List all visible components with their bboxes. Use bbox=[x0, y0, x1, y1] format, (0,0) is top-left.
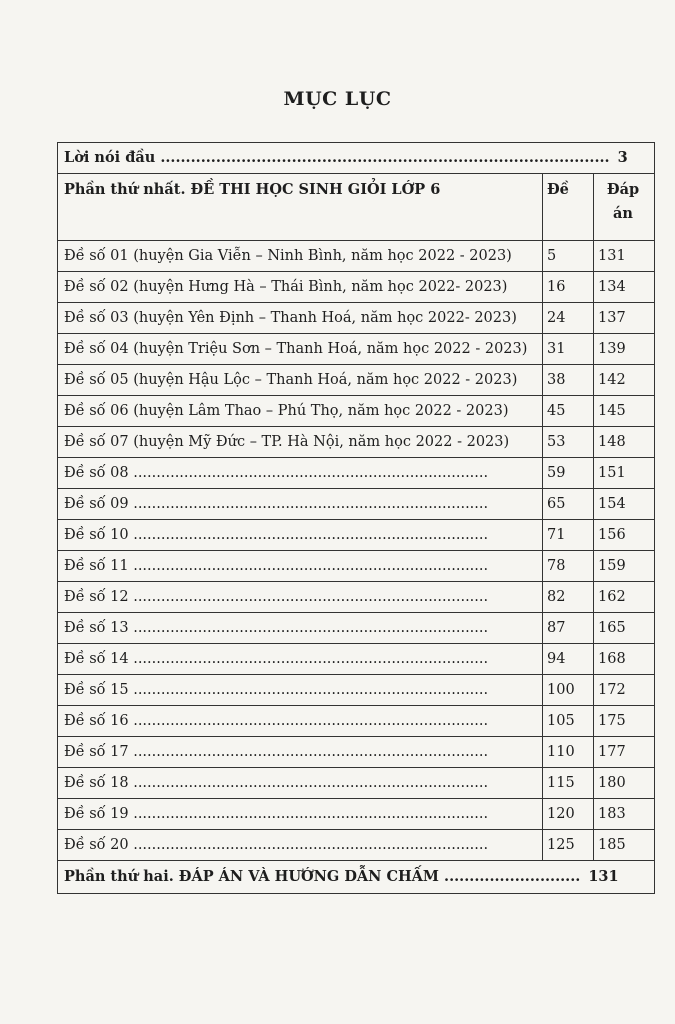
toc-row bbox=[58, 272, 655, 303]
toc-intro-label: Lời nói đầu ......................................................................................... bbox=[64, 149, 610, 166]
toc-row-de-page: 125 bbox=[543, 830, 594, 861]
toc-row-dapan-page: 131 bbox=[594, 241, 655, 272]
toc-row bbox=[58, 489, 655, 520]
toc-row-label: Đề số 15 ............................................................................. bbox=[58, 675, 543, 706]
toc-row-dapan-page: 165 bbox=[594, 613, 655, 644]
toc-row-label: Đề số 04 (huyện Triệu Sơn – Thanh Hoá, năm học 2022 - 2023) bbox=[58, 334, 543, 365]
toc-row-dapan-page: 185 bbox=[594, 830, 655, 861]
toc-part1-label: Phần thứ nhất. ĐỀ THI HỌC SINH GIỎI LỚP 6 bbox=[58, 174, 543, 241]
toc-col-dapan-header bbox=[594, 174, 655, 241]
toc-row-label: Đề số 02 (huyện Hưng Hà – Thái Bình, năm học 2022- 2023) bbox=[58, 272, 543, 303]
toc-row-dapan-page: 134 bbox=[594, 272, 655, 303]
toc-part2-cell bbox=[58, 861, 655, 894]
toc-part2-page: 131 bbox=[588, 868, 619, 885]
toc-row-label: Đề số 07 (huyện Mỹ Đức – TP. Hà Nội, năm học 2022 - 2023) bbox=[58, 427, 543, 458]
toc-row-label: Đề số 11 ............................................................................. bbox=[58, 551, 543, 582]
toc-intro-row bbox=[58, 143, 655, 174]
toc-row-dapan-page: 142 bbox=[594, 365, 655, 396]
toc-row-dapan-page: 151 bbox=[594, 458, 655, 489]
toc-row-de-page: 38 bbox=[543, 365, 594, 396]
toc-row-label: Đề số 10 ............................................................................. bbox=[58, 520, 543, 551]
toc-part2-label: Phần thứ hai. ĐÁP ÁN VÀ HƯỚNG DẪN CHẤM ........................... bbox=[64, 868, 581, 885]
toc-row bbox=[58, 303, 655, 334]
toc-row bbox=[58, 241, 655, 272]
toc-row-label: Đề số 17 ............................................................................. bbox=[58, 737, 543, 768]
toc-row-de-page: 16 bbox=[543, 272, 594, 303]
toc-row-dapan-page: 177 bbox=[594, 737, 655, 768]
toc-row bbox=[58, 706, 655, 737]
toc-row-de-page: 71 bbox=[543, 520, 594, 551]
toc-row-dapan-page: 148 bbox=[594, 427, 655, 458]
toc-row bbox=[58, 458, 655, 489]
toc-row-label: Đề số 13 ............................................................................. bbox=[58, 613, 543, 644]
toc-row bbox=[58, 427, 655, 458]
toc-row-label: Đề số 16 ............................................................................. bbox=[58, 706, 543, 737]
toc-row bbox=[58, 613, 655, 644]
toc-row-dapan-page: 175 bbox=[594, 706, 655, 737]
table-of-contents bbox=[57, 142, 655, 894]
toc-row-dapan-page: 145 bbox=[594, 396, 655, 427]
toc-row bbox=[58, 334, 655, 365]
toc-row-label: Đề số 05 (huyện Hậu Lộc – Thanh Hoá, năm học 2022 - 2023) bbox=[58, 365, 543, 396]
toc-row bbox=[58, 675, 655, 706]
toc-col-dapan-line1: Đáp bbox=[606, 181, 640, 198]
toc-row-de-page: 105 bbox=[543, 706, 594, 737]
toc-intro-page: 3 bbox=[617, 149, 628, 166]
toc-row-dapan-page: 168 bbox=[594, 644, 655, 675]
toc-row bbox=[58, 830, 655, 861]
page-title: MỤC LỤC bbox=[283, 88, 392, 110]
toc-row-label: Đề số 18 ............................................................................. bbox=[58, 768, 543, 799]
toc-row bbox=[58, 644, 655, 675]
toc-row bbox=[58, 551, 655, 582]
toc-row-label: Đề số 06 (huyện Lâm Thao – Phú Thọ, năm học 2022 - 2023) bbox=[58, 396, 543, 427]
toc-row-dapan-page: 162 bbox=[594, 582, 655, 613]
toc-intro-cell bbox=[58, 143, 655, 174]
toc-row-de-page: 87 bbox=[543, 613, 594, 644]
toc-row-de-page: 120 bbox=[543, 799, 594, 830]
toc-row-de-page: 110 bbox=[543, 737, 594, 768]
toc-part2-row bbox=[58, 861, 655, 894]
toc-row bbox=[58, 799, 655, 830]
toc-col-dapan-line2: án bbox=[613, 205, 633, 222]
toc-row-label: Đề số 14 ............................................................................. bbox=[58, 644, 543, 675]
toc-row-dapan-page: 172 bbox=[594, 675, 655, 706]
toc-row-de-page: 100 bbox=[543, 675, 594, 706]
toc-row-label: Đề số 20 ............................................................................. bbox=[58, 830, 543, 861]
toc-part1-header-row bbox=[58, 174, 655, 241]
toc-row-dapan-page: 183 bbox=[594, 799, 655, 830]
toc-row-label: Đề số 03 (huyện Yên Định – Thanh Hoá, năm học 2022- 2023) bbox=[58, 303, 543, 334]
toc-row-de-page: 24 bbox=[543, 303, 594, 334]
toc-row-de-page: 65 bbox=[543, 489, 594, 520]
toc-row-de-page: 53 bbox=[543, 427, 594, 458]
toc-row-dapan-page: 154 bbox=[594, 489, 655, 520]
toc-row bbox=[58, 365, 655, 396]
toc-row-dapan-page: 180 bbox=[594, 768, 655, 799]
toc-row-dapan-page: 159 bbox=[594, 551, 655, 582]
toc-row-label: Đề số 19 ............................................................................. bbox=[58, 799, 543, 830]
toc-row bbox=[58, 768, 655, 799]
toc-row-de-page: 5 bbox=[543, 241, 594, 272]
toc-row-de-page: 45 bbox=[543, 396, 594, 427]
toc-row-label: Đề số 08 ............................................................................. bbox=[58, 458, 543, 489]
toc-row-label: Đề số 09 ............................................................................. bbox=[58, 489, 543, 520]
toc-col-de-header: Đề bbox=[543, 174, 594, 241]
toc-row-label: Đề số 01 (huyện Gia Viễn – Ninh Bình, năm học 2022 - 2023) bbox=[58, 241, 543, 272]
toc-row-dapan-page: 137 bbox=[594, 303, 655, 334]
toc-row-label: Đề số 12 ............................................................................. bbox=[58, 582, 543, 613]
toc-row bbox=[58, 396, 655, 427]
toc-row-de-page: 115 bbox=[543, 768, 594, 799]
toc-row-dapan-page: 139 bbox=[594, 334, 655, 365]
toc-row-de-page: 31 bbox=[543, 334, 594, 365]
toc-row-de-page: 78 bbox=[543, 551, 594, 582]
toc-row-de-page: 82 bbox=[543, 582, 594, 613]
toc-row bbox=[58, 582, 655, 613]
toc-row bbox=[58, 520, 655, 551]
toc-row-de-page: 94 bbox=[543, 644, 594, 675]
toc-row-dapan-page: 156 bbox=[594, 520, 655, 551]
toc-row bbox=[58, 737, 655, 768]
toc-row-de-page: 59 bbox=[543, 458, 594, 489]
